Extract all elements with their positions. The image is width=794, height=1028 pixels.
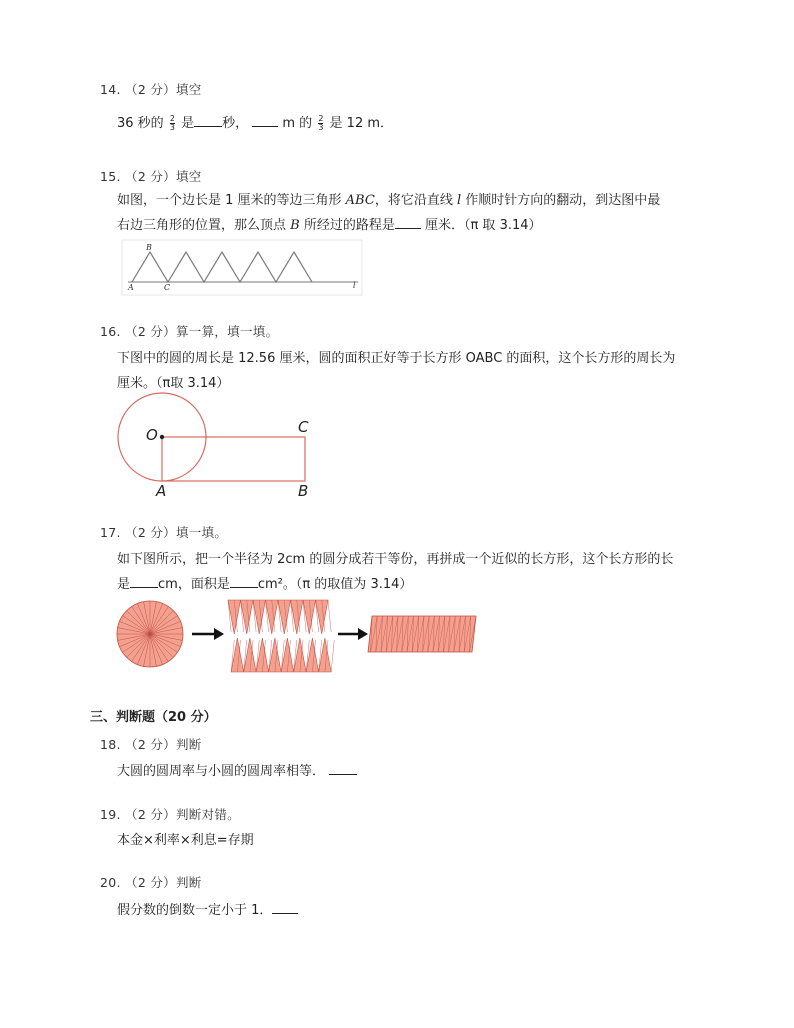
q15-line-2: 右边三角形的位置，那么顶点 B 所经过的路程是 厘米．（π 取 3.14） [117,218,542,233]
q14-part1: 36 秒的 [117,116,164,131]
q20-line: 假分数的倒数一定小于 1． [117,899,298,918]
bottom-half-line [331,640,334,672]
q17-blank-1[interactable] [130,575,158,588]
q15-label-c: C [164,283,171,292]
bottom-half [231,638,331,672]
q17-heading: 17. （2 分）填一填。 [100,525,228,540]
q20-blank[interactable] [272,901,298,914]
q14-fraction-1: $\frac{2}{3}$ [169,114,175,132]
arrow-right-icon [338,628,368,640]
q14-part3: 秒， [222,116,249,131]
q16-label-o: O [146,426,158,444]
q15-label-a: A [128,283,134,292]
q17-split-halves [228,600,334,672]
q17-line-1: 如下图所示，把一个半径为 2cm 的圆分成若干等份，再拼成一个近似的长方形，这个长方形的长 [117,552,674,567]
q18-heading: 18. （2 分）判断 [100,737,202,752]
q15-blank[interactable] [395,216,421,229]
section-3-title: 三、判断题（20 分） [90,710,217,725]
q17-circle-to-rectangle-figure [116,596,486,676]
q18-line: 大圆的圆周率与小圆的圆周率相等． [117,760,357,779]
q17-sector-circle [117,601,183,667]
q16-label-a: A [156,482,167,500]
q14-part4: m 的 [282,116,313,131]
q14-part5: 是 12 m． [329,116,394,131]
q16-circle-rectangle-figure [114,392,324,502]
q15-l: l [456,193,462,208]
q15-triangle-figure [122,240,362,295]
q15-heading: 15. （2 分）填空 [100,169,202,184]
q14-part2: 是 [181,116,195,131]
q15-b: B [290,218,300,233]
q14-heading: 14. （2 分）填空 [100,82,202,97]
q16-label-c: C [298,418,309,436]
top-half [228,600,328,634]
q18-blank[interactable] [329,762,357,775]
q14-fraction-2: $\frac{2}{3}$ [318,114,324,132]
q19-heading: 19. （2 分）判断对错。 [100,807,240,822]
arrow-right-icon [192,628,224,640]
q15-abc: ABC [345,193,375,208]
q20-heading: 20. （2 分）判断 [100,875,202,890]
q17-blank-2[interactable] [230,575,258,588]
q14-blank-2[interactable] [252,114,278,127]
top-half-line [328,600,331,632]
q14-text [117,112,393,132]
q17-line-2: 是 cm，面积是 cm²。（π 的取值为 3.14） [117,577,413,592]
q19-line: 本金×利率×利息=存期 [117,833,254,848]
q15-line-1: 如图，一个边长是 1 厘米的等边三角形 ABC，将它沿直线 l 作顺时针方向的翻动，到达图中最 [117,193,661,208]
q15-label-l: l [353,281,356,290]
q17-approx-rectangle [368,616,476,652]
q16-heading: 16. （2 分）算一算，填一填。 [100,324,279,339]
q14-blank-1[interactable] [194,114,222,127]
q16-line-2: 厘米。（π取 3.14） [117,376,230,391]
q16-line-1: 下图中的圆的周长是 12.56 厘米，圆的面积正好等于长方形 OABC 的面积，这个长方形的周长为 [117,351,676,366]
q15-label-b: B [146,243,152,252]
q16-label-b: B [298,482,309,500]
